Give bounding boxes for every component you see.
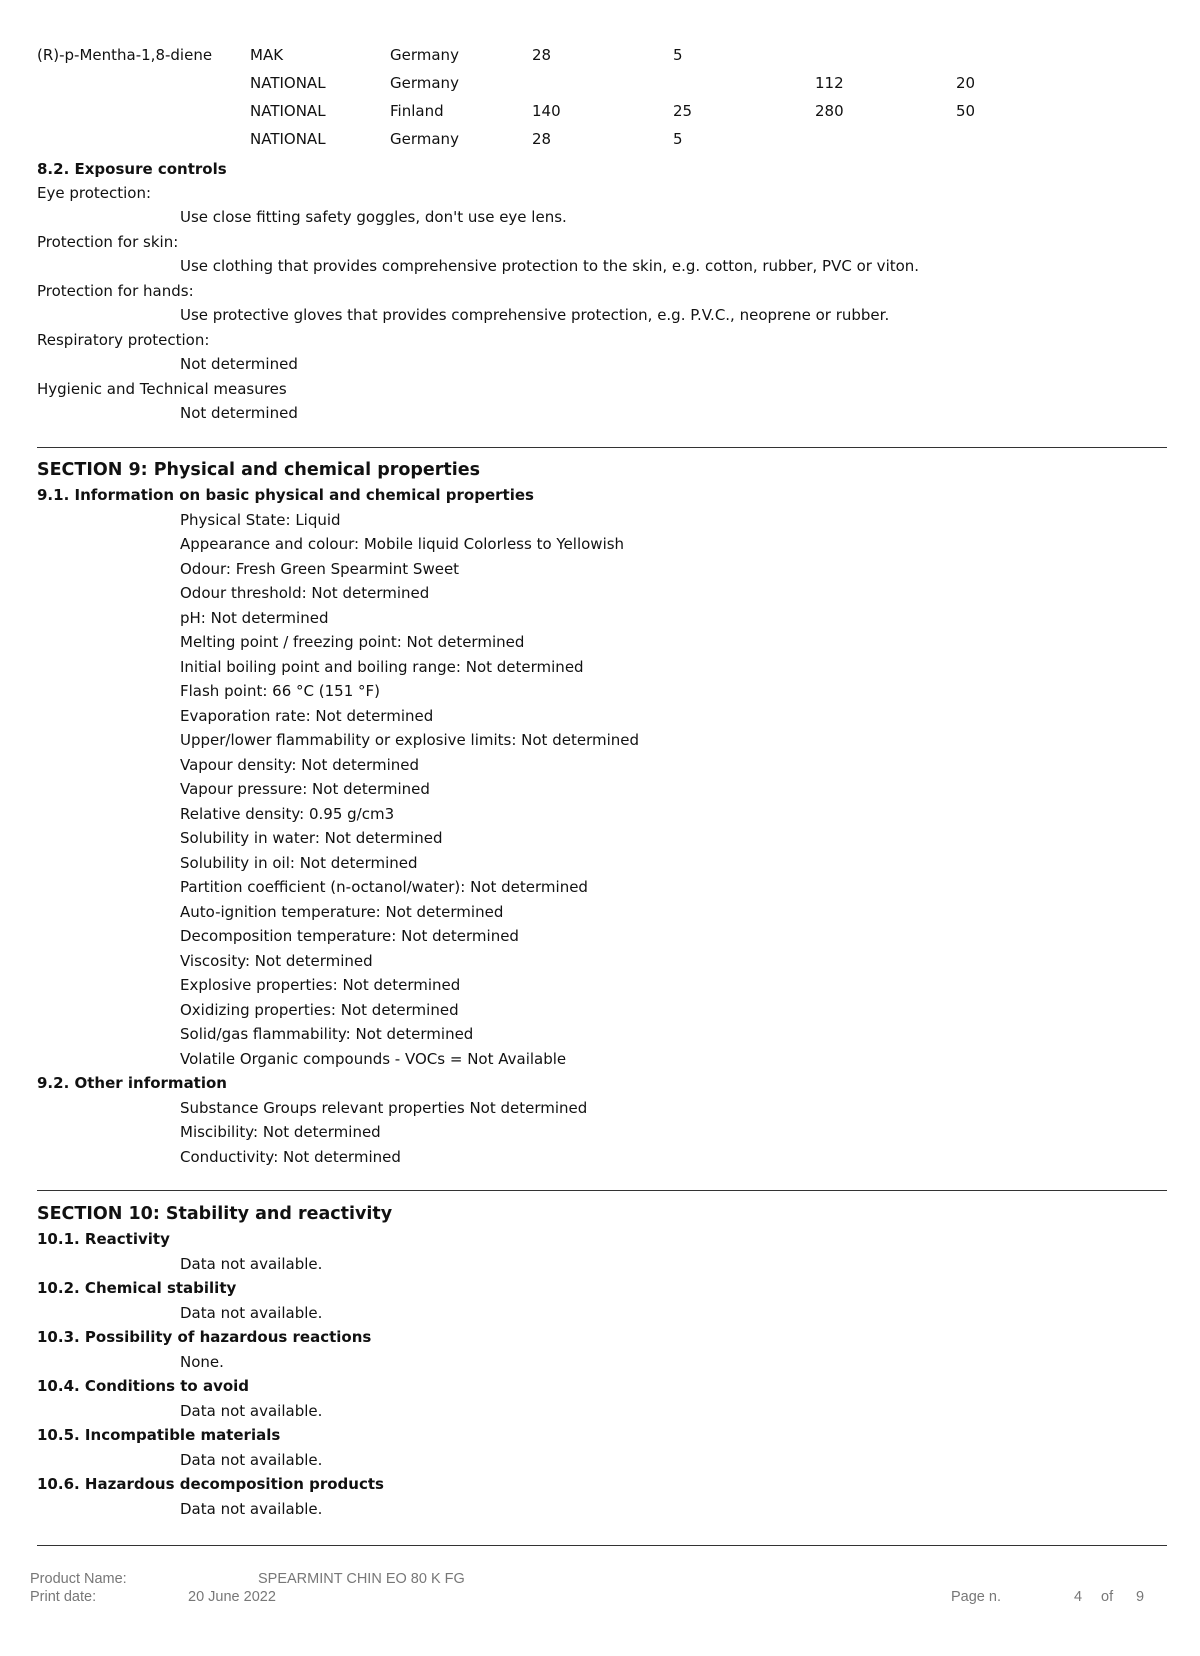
property-line: pH: Not determined [180,609,329,627]
subsection-heading: 10.4. Conditions to avoid [37,1377,250,1395]
field-label: Hygienic and Technical measures [37,380,287,398]
page-label: Page n. [951,1589,1001,1605]
property-line: Physical State: Liquid [180,511,341,529]
value-cell: 140 [532,102,561,120]
print-date-value: 20 June 2022 [188,1589,276,1605]
country-cell: Germany [390,130,459,148]
value-cell: 5 [673,130,683,148]
value-cell: 5 [673,46,683,64]
property-line: Odour: Fresh Green Spearmint Sweet [180,560,460,578]
property-line: Vapour density: Not determined [180,756,420,774]
section-divider [37,447,1167,448]
field-value: Not determined [180,355,298,373]
field-label: Protection for skin: [37,233,179,251]
field-value: Data not available. [180,1500,323,1518]
property-line: Solubility in water: Not determined [180,829,443,847]
field-value: Data not available. [180,1304,323,1322]
field-value: Data not available. [180,1255,323,1273]
subsection-heading: 10.1. Reactivity [37,1230,170,1248]
value-cell: 50 [956,102,976,120]
field-value: Use close fitting safety goggles, don't use eye lens. [180,208,567,226]
property-line: Vapour pressure: Not determined [180,780,430,798]
field-value: Use clothing that provides comprehensive protection to the skin, e.g. cotton, rubber, PVC or viton. [180,257,920,275]
country-cell: Germany [390,46,459,64]
property-line: Upper/lower flammability or explosive limits: Not determined [180,731,640,749]
field-value: Data not available. [180,1451,323,1469]
field-label: Eye protection: [37,184,152,202]
property-line: Relative density: 0.95 g/cm3 [180,805,395,823]
subsection-heading: 9.1. Information on basic physical and chemical properties [37,486,534,504]
property-line: Appearance and colour: Mobile liquid Colorless to Yellowish [180,535,625,553]
section-divider [37,1190,1167,1191]
subsection-heading: 10.3. Possibility of hazardous reactions [37,1328,372,1346]
subsection-heading: 8.2. Exposure controls [37,160,227,178]
property-line: Conductivity: Not determined [180,1148,401,1166]
field-label: Respiratory protection: [37,331,210,349]
print-date-label: Print date: [30,1589,97,1605]
property-line: Substance Groups relevant properties Not determined [180,1099,588,1117]
footer-divider [37,1545,1167,1546]
property-line: Oxidizing properties: Not determined [180,1001,459,1019]
limit-type-cell: NATIONAL [250,74,326,92]
value-cell: 112 [815,74,844,92]
property-line: Viscosity: Not determined [180,952,373,970]
field-value: Data not available. [180,1402,323,1420]
substance-name: (R)-p-Mentha-1,8-diene [37,46,213,64]
value-cell: 28 [532,46,552,64]
section-title: SECTION 9: Physical and chemical properties [37,460,481,480]
property-line: Partition coefficient (n-octanol/water): Not determined [180,878,588,896]
value-cell: 20 [956,74,976,92]
field-value: None. [180,1353,224,1371]
subsection-heading: 10.5. Incompatible materials [37,1426,281,1444]
value-cell: 28 [532,130,552,148]
subsection-heading: 9.2. Other information [37,1074,227,1092]
value-cell: 280 [815,102,844,120]
subsection-heading: 10.2. Chemical stability [37,1279,237,1297]
value-cell: 25 [673,102,693,120]
property-line: Miscibility: Not determined [180,1123,381,1141]
section-title: SECTION 10: Stability and reactivity [37,1204,393,1224]
property-line: Evaporation rate: Not determined [180,707,434,725]
property-line: Initial boiling point and boiling range: Not determined [180,658,584,676]
country-cell: Finland [390,102,444,120]
property-line: Melting point / freezing point: Not determined [180,633,525,651]
property-line: Odour threshold: Not determined [180,584,430,602]
field-label: Protection for hands: [37,282,194,300]
property-line: Decomposition temperature: Not determined [180,927,519,945]
page-total: 9 [1136,1589,1145,1605]
limit-type-cell: NATIONAL [250,102,326,120]
property-line: Flash point: 66 °C (151 °F) [180,682,380,700]
property-line: Volatile Organic compounds - VOCs = Not Available [180,1050,567,1068]
property-line: Solid/gas flammability: Not determined [180,1025,474,1043]
field-value: Use protective gloves that provides comprehensive protection, e.g. P.V.C., neoprene or rubber. [180,306,890,324]
product-name-label: Product Name: [30,1571,127,1587]
property-line: Explosive properties: Not determined [180,976,461,994]
property-line: Solubility in oil: Not determined [180,854,418,872]
field-value: Not determined [180,404,298,422]
subsection-heading: 10.6. Hazardous decomposition products [37,1475,384,1493]
page-number: 4 [1074,1589,1083,1605]
product-name-value: SPEARMINT CHIN EO 80 K FG [258,1571,465,1587]
country-cell: Germany [390,74,459,92]
page-of-label: of [1101,1589,1114,1605]
property-line: Auto-ignition temperature: Not determined [180,903,504,921]
limit-type-cell: MAK [250,46,284,64]
limit-type-cell: NATIONAL [250,130,326,148]
